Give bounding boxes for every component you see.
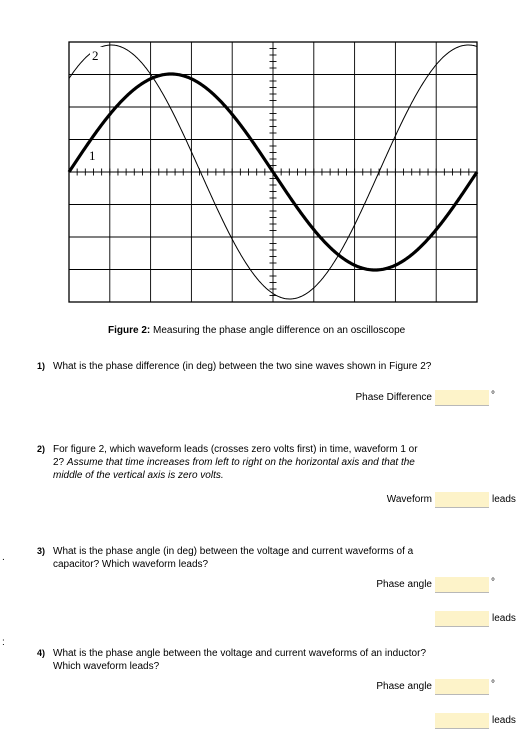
degree-unit: ° — [491, 679, 495, 690]
capacitor-phase-angle-input[interactable] — [435, 577, 489, 593]
question-3-text: What is the phase angle (in deg) between the voltage and current waveforms of a capacitor? Which waveform leads? — [53, 546, 414, 570]
capacitor-phase-angle-label: Phase angle — [376, 579, 432, 590]
figure-caption — [108, 325, 405, 336]
phase-difference-input[interactable] — [435, 390, 489, 406]
leads-unit: leads — [492, 613, 516, 624]
leads-unit: leads — [492, 494, 516, 505]
question-4-text: What is the phase angle between the voltage and current waveforms of an inductor? Which waveform leads? — [53, 648, 427, 672]
capacitor-leads-input[interactable] — [435, 611, 489, 627]
figure-caption-label: Figure 2: — [108, 325, 151, 336]
question-3-number: 3) — [37, 546, 46, 556]
margin-mark: : — [2, 637, 5, 648]
inductor-phase-angle-input[interactable] — [435, 679, 489, 695]
oscilloscope-figure — [0, 0, 528, 320]
waveform-2-label: 2 — [92, 48, 99, 63]
leads-unit: leads — [492, 715, 516, 726]
question-2-number: 2) — [37, 444, 46, 454]
degree-unit: ° — [491, 390, 495, 401]
question-2-text-plain: For figure 2, which waveform leads (crosses zero volts first) in time, waveform 1 or 2? — [53, 444, 418, 468]
degree-unit: ° — [491, 577, 495, 588]
question-2-text-italic: Assume that time increases from left to right on the horizontal axis and that the middle of the vertical axis is zero volts. — [53, 457, 415, 481]
question-1-text: What is the phase difference (in deg) between the two sine waves shown in Figure 2? — [53, 361, 432, 372]
margin-mark: . — [2, 552, 5, 563]
inductor-leads-input[interactable] — [435, 713, 489, 729]
figure-caption-text: Measuring the phase angle difference on an oscilloscope — [150, 325, 406, 336]
inductor-phase-angle-label: Phase angle — [376, 681, 432, 692]
waveform-1-label: 1 — [89, 148, 96, 163]
question-1-number: 1) — [37, 361, 46, 371]
waveform-input[interactable] — [435, 492, 489, 508]
waveform-label: Waveform — [386, 494, 432, 505]
phase-difference-label: Phase Difference — [355, 392, 432, 403]
question-2-text — [53, 443, 423, 482]
question-4-number: 4) — [37, 648, 46, 658]
